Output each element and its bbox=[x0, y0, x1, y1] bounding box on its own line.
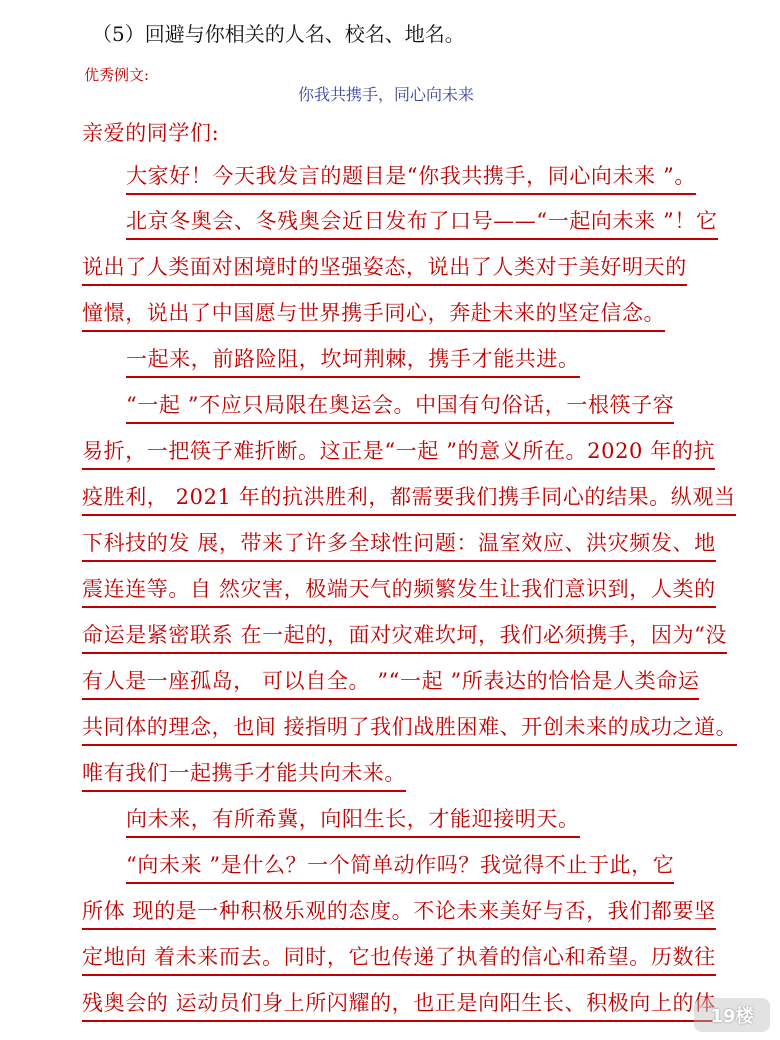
essay-line: 有人是一座孤岛， 可以自全。 ”“一起 ”所表达的恰恰是人类命运 bbox=[82, 665, 699, 700]
essay-line: 震连连等。自 然灾害，极端天气的频繁发生让我们意识到，人类的 bbox=[82, 573, 716, 608]
essay-line: 说出了人类面对困境时的坚强姿态，说出了人类对于美好明天的 bbox=[82, 251, 687, 286]
item-5-instruction: （5）回避与你相关的人名、校名、地名。 bbox=[92, 22, 465, 46]
site-watermark-logo: 19楼 bbox=[694, 998, 770, 1032]
essay-line: 残奥会的 运动员们身上所闪耀的，也正是向阳生长、积极向上的体 bbox=[82, 987, 716, 1022]
essay-line: 疫胜利， 2021 年的抗洪胜利，都需要我们携手同心的结果。纵观当 bbox=[82, 481, 736, 516]
essay-line: 大家好！今天我发言的题目是“你我共携手，同心向未来 ”。 bbox=[126, 160, 696, 195]
essay-line: “一起 ”不应只局限在奥运会。中国有句俗话，一根筷子容 bbox=[126, 389, 674, 424]
essay-line: 下科技的发 展，带来了许多全球性问题：温室效应、洪灾频发、地 bbox=[82, 527, 716, 562]
essay-line: 唯有我们一起携手才能共向未来。 bbox=[82, 757, 406, 792]
essay-line: 憧憬，说出了中国愿与世界携手同心，奔赴未来的坚定信念。 bbox=[82, 297, 665, 332]
essay-line: 易折，一把筷子难折断。这正是“一起 ”的意义所在。2020 年的抗 bbox=[82, 435, 715, 470]
essay-line: 北京冬奥会、冬残奥会近日发布了口号——“一起向未来 ”！它 bbox=[126, 205, 718, 240]
essay-line: 所体 现的是一种积极乐观的态度。不论未来美好与否，我们都要坚 bbox=[82, 895, 716, 930]
essay-line: 定地向 着未来而去。同时，它也传递了执着的信心和希望。历数往 bbox=[82, 941, 716, 976]
essay-line: 一起来，前路险阻，坎坷荆棘，携手才能共进。 bbox=[126, 343, 580, 378]
sample-essay-label: 优秀例文: bbox=[84, 66, 150, 84]
salutation: 亲爱的同学们: bbox=[82, 121, 220, 145]
essay-line: 向未来，有所希冀，向阳生长，才能迎接明天。 bbox=[126, 803, 580, 838]
essay-line: “向未来 ”是什么？一个简单动作吗？我觉得不止于此，它 bbox=[126, 849, 674, 884]
essay-line: 命运是紧密联系 在一起的，面对灾难坎坷，我们必须携手，因为“没 bbox=[82, 619, 727, 654]
essay-line: 共同体的理念，也间 接指明了我们战胜困难、开创未来的成功之道。 bbox=[82, 711, 737, 746]
essay-title: 你我共携手，同心向未来 bbox=[298, 85, 475, 104]
